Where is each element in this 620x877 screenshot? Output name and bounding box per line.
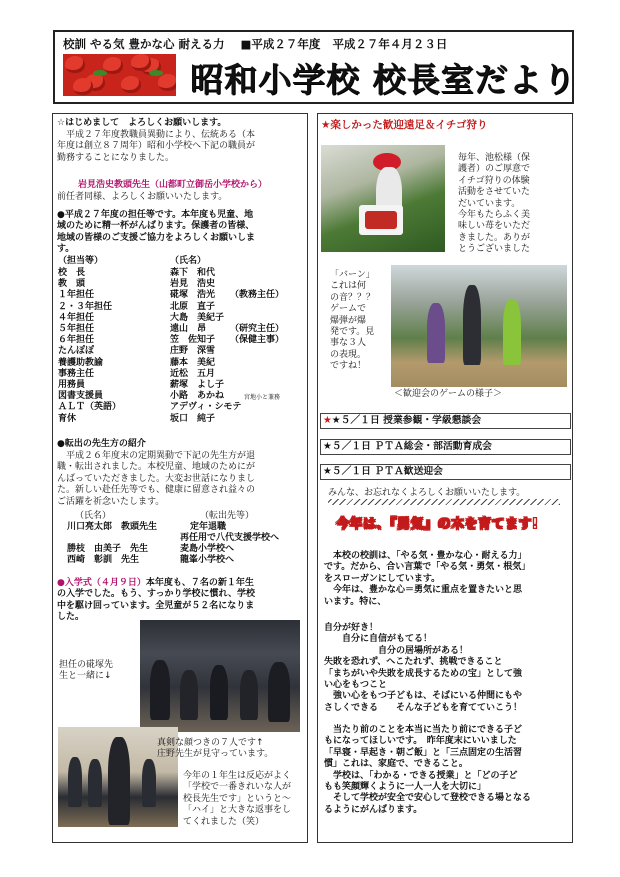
- entrance-text: ●入学式（４月９日）本年度も、７名の新１年生 の入学でした。もう、すっかり学校に慣れ、学校 中を駆け回っています。全児童が５２名になりま した。: [57, 578, 256, 623]
- transfer-row-dest: 龍峯小学校へ: [180, 555, 235, 565]
- staff-table: 校 長 森下 和代 教 頭 岩見 浩史 １年担任 硴塚 浩光 （教務主任） ２・３年担任 北原 直子 ４年担任 大島 美紀子 ５年担任 遠山 昂 （研究主任） ６年担任 笠 佐知子 （保健主事） たんぽぽ 庄野 深雪 養護助教諭 藤本 美紀 事務主任 近松 五月 用務員 薪塚 よし子 図書支援員 小路 あかね 宮地小と兼務 ＡＬＴ（英語） アデヴィ・シモテ 育休 坂口 純子: [58, 268, 285, 424]
- welcome-game-photo: [391, 265, 567, 387]
- kids-caption: 真剣な顔つきの７人です↑ 庄野先生が見守っています。: [157, 738, 274, 760]
- classroom-photo: [140, 620, 300, 732]
- vice-principal-name: 岩見浩史教頭先生（山都町立御岳小学校から）: [78, 180, 268, 190]
- vice-principal-note: 前任者同様、よろしくお願いいたします。: [57, 192, 228, 202]
- staff-head-role: （担当等）: [58, 256, 104, 266]
- staff-head-name: （氏名）: [170, 256, 207, 266]
- event-pta-meeting: ★５／１日 ＰＴＡ総会・部活動育成会: [320, 439, 571, 455]
- strawberry-text: 毎年、池松様（保 護者）のご厚意で イチゴ狩りの体験 活動をさせていた だいています。 今年もたらふく美 味しい苺をいただ きました。ありが とうございました: [458, 153, 531, 255]
- transfer-row: 勝枝 由美子 先生: [67, 544, 149, 554]
- game-text: 「バーン」 これは何 の音？？？ ゲームで 爆弾が爆 発です。見 事な３人 の表現。 ですね！: [330, 270, 376, 372]
- transfer-title: ●転出の先生方の紹介: [57, 439, 146, 449]
- transfer-row: 川口亮太郎 教頭先生: [67, 522, 158, 532]
- strawberry-title: ★楽しかった歓迎遠足＆イチゴ狩り: [321, 119, 488, 131]
- transfer-head-dest: （転出先等）: [200, 511, 255, 521]
- school-motto: 校訓 やる気 豊かな心 耐える力 ■平成２７年度 平成２７年４月２３日: [63, 37, 448, 51]
- strawberry-picking-photo: [321, 145, 445, 252]
- transfer-row-dest: 再任用で八代支援学校へ: [180, 533, 280, 543]
- transfer-text: 平成２６年度末の定期異動で下記の先生方が退 職・転出されました。本校児童、地域のためにが んばっていただきました。大変お世話になりまし た。新しい赴任先等でも、健康に留意され益々の ご活躍を祈念いたします。: [57, 451, 256, 507]
- yearly-slogan: 今年は、『勇気』の木を育てます!: [336, 517, 539, 532]
- principle-text: 本校の校訓は、「やる気・豊かな心・耐える力」 です。だから、合い言葉で「やる気・勇気・根気」 をスローガンにしています。 今年は、豊かな心＝勇気に重点を置きたいと思 います。特に、: [324, 551, 531, 607]
- events-reminder: みんな、お忘れなくよろしくお願いいたします。: [328, 488, 526, 498]
- staff-intro: ●平成２７年度の担任等です。本年度も児童、地 域のために精一杯がんばります。保護者の皆様、 地域の皆様のご支援ご協力をよろしくお願いしま す。: [57, 210, 256, 255]
- poem-text: 自分が好き！ 自分に自信がもてる！ 自分の居場所がある！ 失敗を恐れず、へこたれず、挑戦できること 「まちがいや失敗を成長するための宝」として強 い心をもつこと 強い心をもつ子どもは、そばにいる仲間にもや さしくできる そんな子どもを育てていこう！: [324, 623, 523, 713]
- reply-caption: 今年の１年生は反応がよく 「学校で一番きれいな人が 校長先生です」というと～ 「ハイ」と大きな返事をし てくれました（笑）: [183, 771, 292, 827]
- closing-text: 当たり前のことを本当に当たり前にできる子ど もになってほしいです。 昨年度末にいいました 「早寝・早起き・朝ご飯」と「三点固定の生活習 慣」これは、家庭で、できること。 学校は、「わかる・できる授業」と「どの子ど もも笑顔輝くように一人一人を大切に」 そして学校が安全で安心して登校できる場となる るようにがんばります。: [324, 725, 532, 815]
- greeting-text: 平成２７年度教職員異動により、伝統ある（本 年度は創立８７周年）昭和小学校へ下記の職員が 勤務することになりました。: [57, 130, 256, 163]
- newsletter-title: 昭和小学校 校長室だより: [190, 60, 577, 99]
- teacher-caption: 担任の硴塚先 生と一緒に↓: [59, 660, 114, 682]
- transfer-row-dest: 麦島小学校へ: [180, 544, 235, 554]
- transfer-row: 西崎 彰訓 先生: [67, 555, 140, 565]
- wavy-divider: [328, 499, 560, 505]
- transfer-head-name: （氏名）: [75, 511, 112, 521]
- transfer-row-dest: 定年退職: [190, 522, 227, 532]
- strawberry-logo: [63, 54, 176, 96]
- greeting-title: ☆はじめまして よろしくお願いします。: [57, 118, 227, 128]
- game-caption: ＜歓迎会のゲームの様子＞: [394, 389, 503, 399]
- event-pta-party: ★５／１日 ＰＴＡ歓送迎会: [320, 464, 571, 480]
- event-parent-visit: ★★５／１日 授業参観・学級懇談会: [320, 413, 571, 429]
